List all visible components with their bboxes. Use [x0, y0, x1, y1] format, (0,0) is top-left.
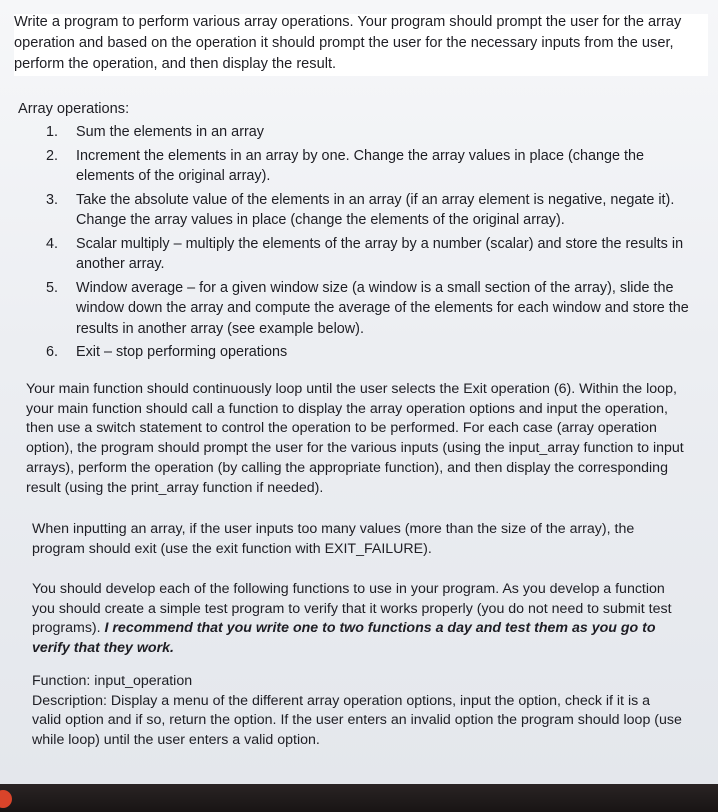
function-spec-paragraph: [32, 672, 682, 751]
function-name: Function: input_operation: [32, 673, 193, 689]
operation-number: 2.: [46, 147, 59, 164]
main-loop-paragraph: Your main function should continuously loop until the user selects the Exit operation (6). Within the loop, your main function should call a function to display the array operation options and input the operation, then use a switch statement to control the operation to be performed. For each case (array operation option), the program should prompt the user for the various inputs (using the input_array function to input arrays), perform the operation (by calling the appropriate function), and then display the corresponding result (using the print_array function if needed).: [26, 381, 684, 496]
operation-item: [18, 342, 698, 363]
operation-item: [18, 122, 698, 143]
operation-text: Window average – for a given window size (a window is a small section of the array), slide the window down the array and compute the average of the elements for each window and store the results in another array (see example below).: [76, 279, 689, 337]
operation-text: Increment the elements in an array by one. Change the array values in place (change the elements of the original array).: [76, 147, 644, 184]
operations-heading: Array operations:: [18, 101, 130, 117]
operation-text: Take the absolute value of the elements in an array (if an array element is negative, negate it). Change the array values in place (change the elements of the original array).: [76, 191, 675, 228]
input-note-paragraph: When inputting an array, if the user inputs too many values (more than the size of the array), the program should exit (use the exit function with EXIT_FAILURE).: [32, 521, 635, 557]
operation-number: 5.: [46, 279, 59, 296]
develop-paragraph: [32, 580, 682, 659]
develop-text: You should develop each of the following functions to use in your program. As you develop a function you should create a simple test program to verify that it works properly (you do not need to submit test programs).: [32, 581, 672, 637]
operation-text: Exit – stop performing operations: [76, 344, 288, 360]
operation-number: 3.: [46, 191, 59, 208]
operations-list: [18, 122, 698, 366]
operation-number: 1.: [46, 124, 59, 140]
operation-item: [18, 278, 698, 340]
operation-text: Sum the elements in an array: [76, 124, 264, 140]
intro-paragraph: Write a program to perform various array operations. Your program should prompt the user for the array operation and based on the operation it should prompt the user for the necessary inputs from the user, perform the operation, and then display the result.: [14, 14, 682, 72]
taskbar: [0, 784, 718, 812]
operation-number: 4.: [46, 235, 59, 252]
function-description: Description: Display a menu of the different array operation options, input the option, check if it is a valid option and if so, return the option. If the user enters an invalid option the program should loop (use while loop) until the user enters a valid option.: [32, 692, 682, 749]
develop-emphasis: I recommend that you write one to two functions a day and test them as you go to verify that they work.: [32, 620, 656, 657]
operation-item: [18, 190, 698, 231]
operation-item: [18, 234, 698, 275]
operation-text: Scalar multiply – multiply the elements of the array by a number (scalar) and store the results in another array.: [76, 235, 684, 272]
operation-item: [18, 146, 698, 187]
operation-number: 6.: [46, 344, 59, 360]
